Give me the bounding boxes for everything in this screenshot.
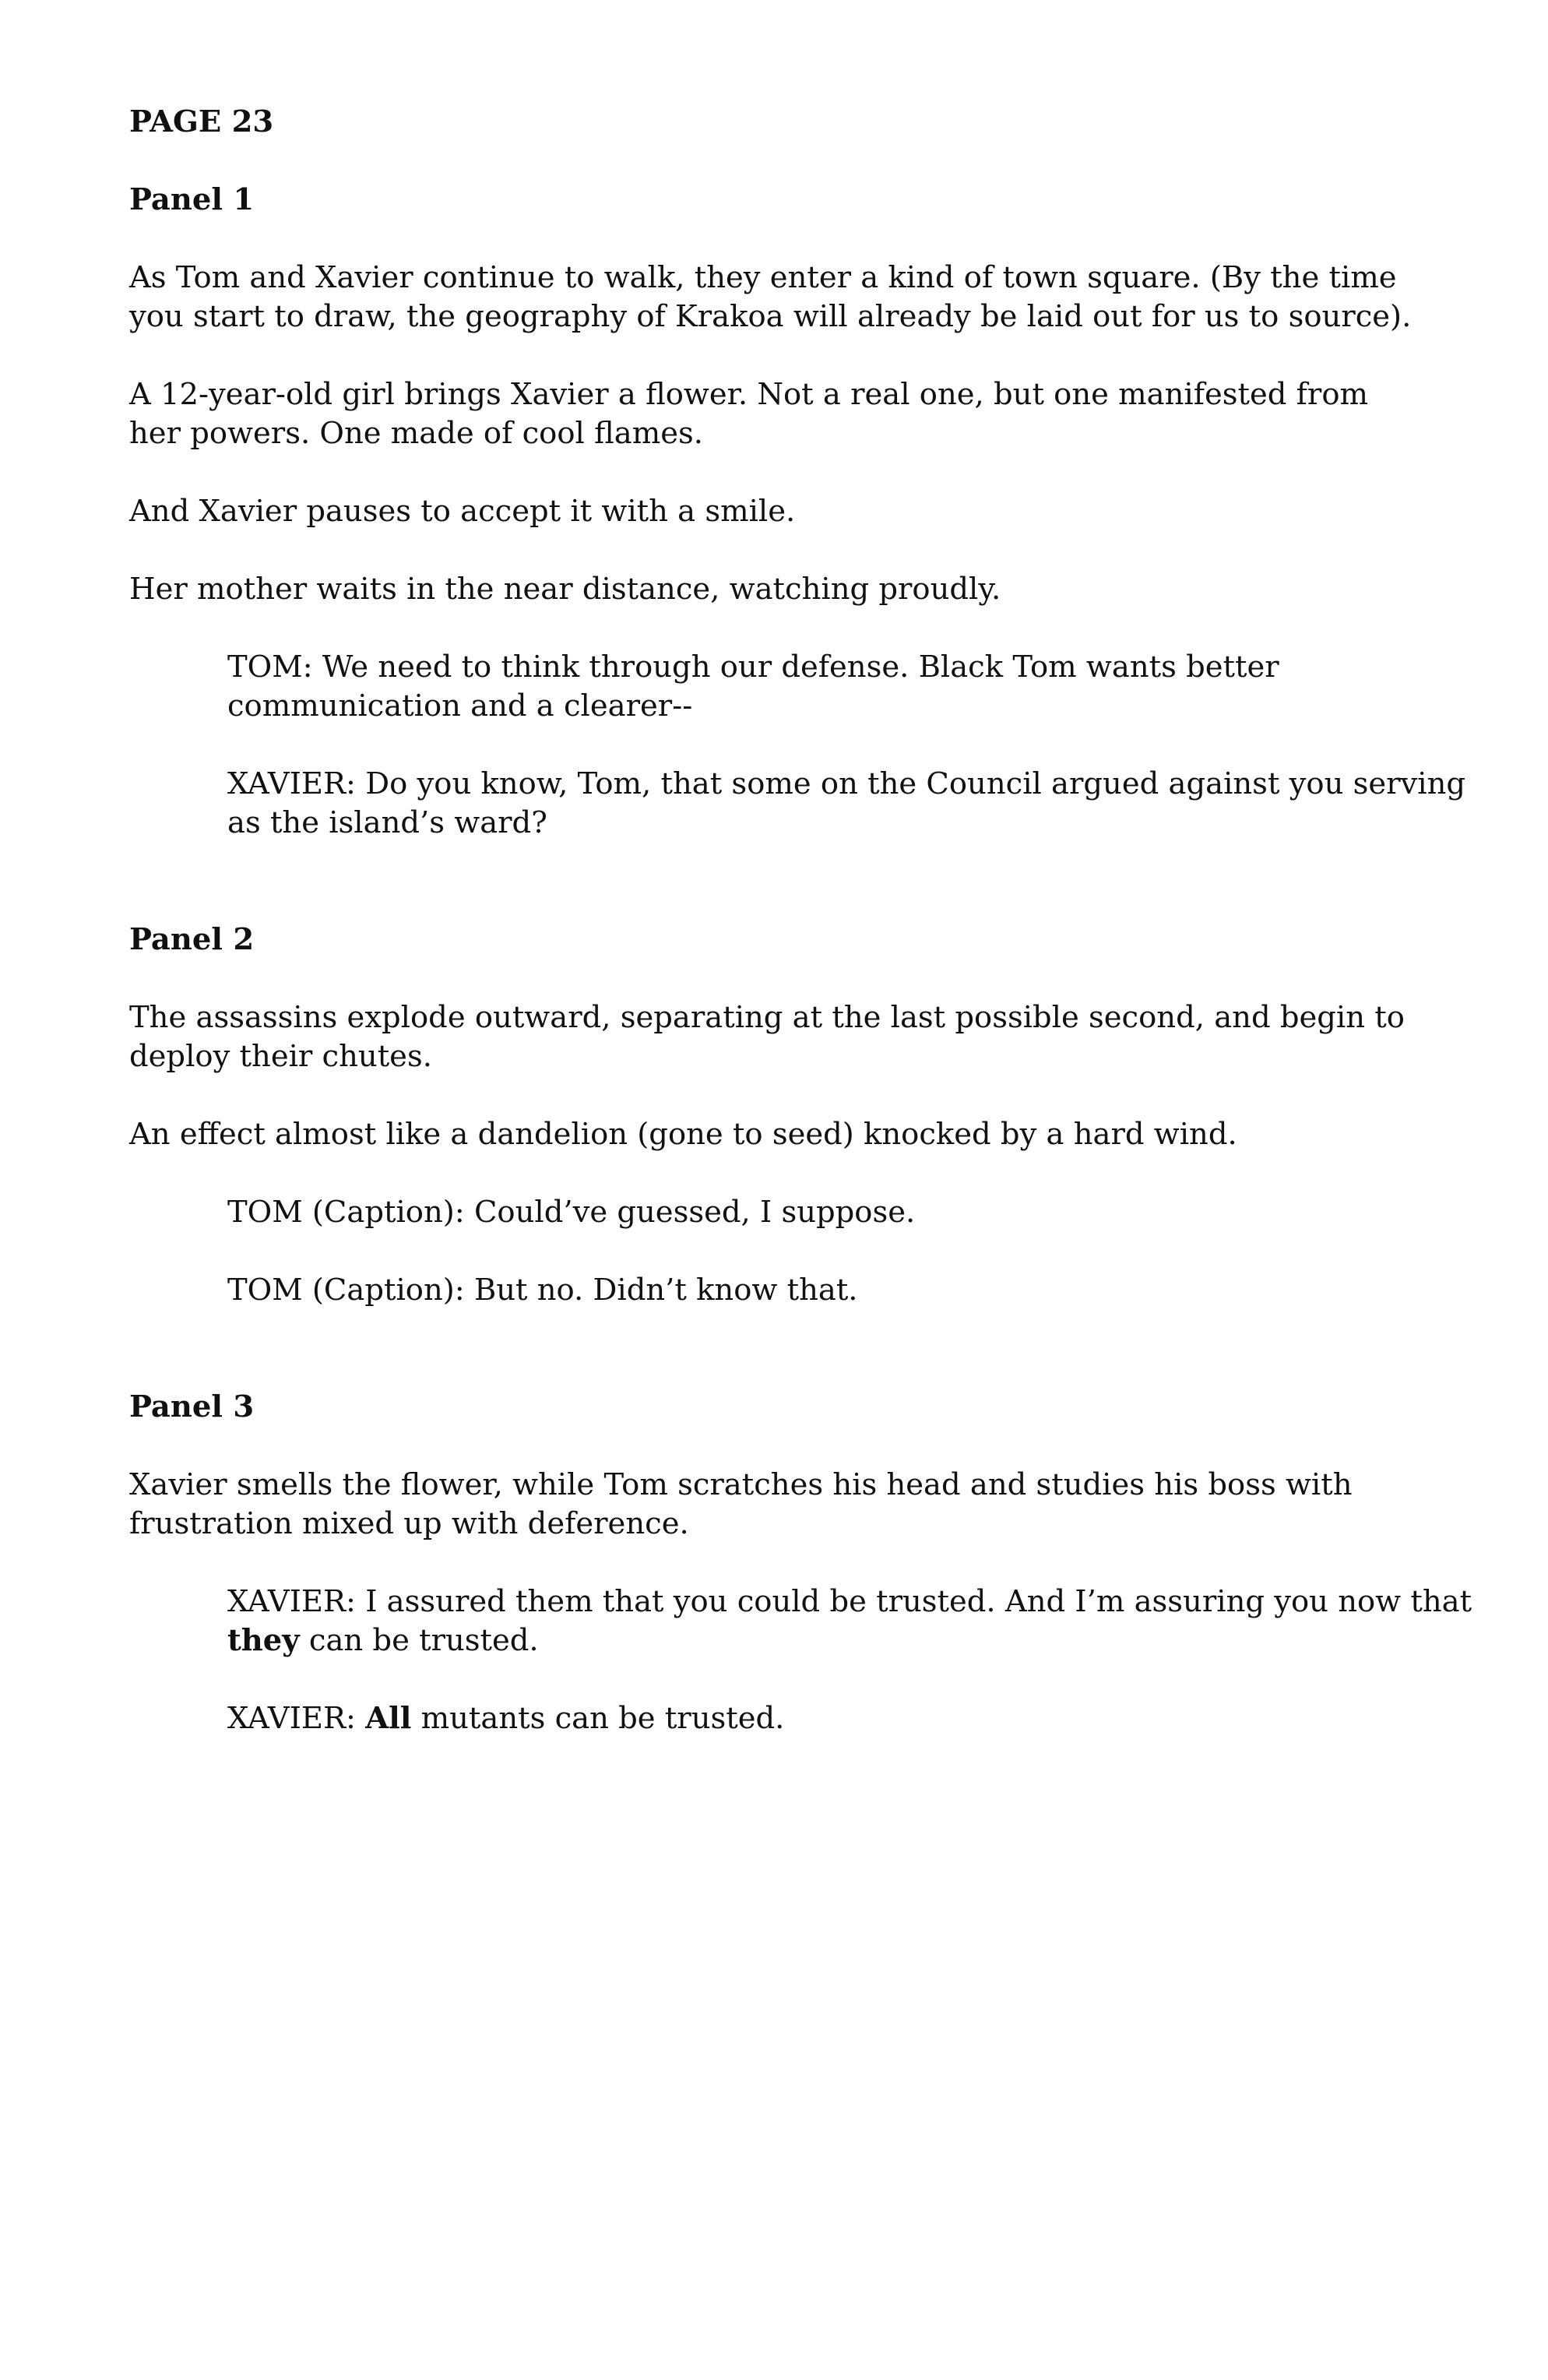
panel-3	[129, 1388, 1472, 1738]
dialogue-text: XAVIER: I assured them that you could be trusted. And I’m assuring you now that	[227, 1584, 1472, 1619]
panel-heading: Panel 2	[129, 922, 255, 957]
panel-1	[129, 181, 1466, 843]
panel-2	[129, 921, 1422, 1310]
caption-line: TOM (Caption): Could’ve guessed, I suppose.	[227, 1195, 916, 1230]
page-heading: PAGE 23	[129, 104, 274, 139]
dialogue-line: TOM: We need to think through our defense. Black Tom wants better communication and a clearer--	[227, 650, 1279, 724]
script-page	[129, 103, 1472, 1738]
caption-line: TOM (Caption): But no. Didn’t know that.	[227, 1273, 858, 1308]
dialogue-text: can be trusted.	[299, 1623, 539, 1658]
dialogue-line	[227, 1699, 1504, 1738]
dialogue-text: mutants can be trusted.	[411, 1701, 785, 1736]
panel-heading: Panel 1	[129, 182, 255, 217]
panel-description: An effect almost like a dandelion (gone to seed) knocked by a hard wind.	[129, 1117, 1237, 1152]
panel-description: The assassins explode outward, separating at the last possible second, and begin to deploy their chutes.	[129, 1000, 1405, 1074]
panel-heading: Panel 3	[129, 1389, 255, 1424]
emphasis-text: All	[365, 1701, 412, 1736]
dialogue-text: XAVIER:	[227, 1701, 366, 1736]
panel-description: As Tom and Xavier continue to walk, they enter a kind of town square. (By the time you start to draw, the geography of Krakoa will already be laid out for us to source).	[129, 260, 1412, 334]
dialogue-line	[227, 1583, 1504, 1660]
panel-description: Xavier smells the flower, while Tom scratches his head and studies his boss with frustration mixed up with deference.	[129, 1467, 1353, 1541]
emphasis-text: they	[227, 1623, 300, 1658]
panel-description: A 12-year-old girl brings Xavier a flower. Not a real one, but one manifested from her powers. One made of cool flames.	[129, 377, 1369, 451]
panel-description: And Xavier pauses to accept it with a smile.	[129, 494, 796, 529]
dialogue-line: XAVIER: Do you know, Tom, that some on the Council argued against you serving as the island’s ward?	[227, 766, 1466, 840]
panel-description: Her mother waits in the near distance, watching proudly.	[129, 572, 1001, 607]
